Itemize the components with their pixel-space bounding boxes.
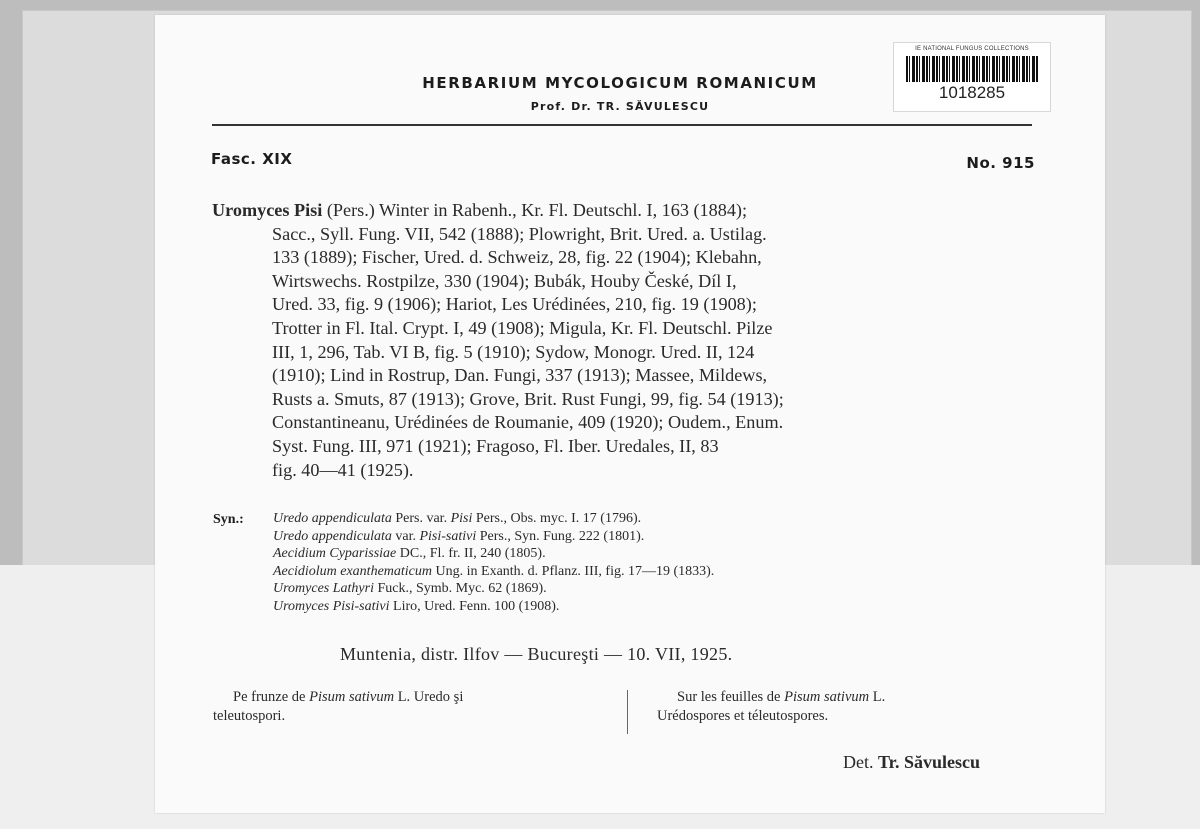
fascicle-label: Fasc. XIX [211, 150, 293, 168]
host-note-french: Sur les feuilles de Pisum sativum L. Urédospores et téleutospores. [657, 689, 886, 724]
synonym-item: Uromyces Pisi-sativi Liro, Ured. Fenn. 100 (1908). [273, 598, 560, 614]
collection-locality: Muntenia, distr. Ilfov — Bucureşti — 10. VII, 1925. [340, 644, 733, 664]
citation-line: III, 1, 296, Tab. VI B, fig. 5 (1910); Sydow, Monogr. Ured. II, 124 [272, 341, 755, 362]
barcode-number: 1018285 [938, 83, 1006, 102]
citation-line: (Pers.) Winter in Rabenh., Kr. Fl. Deutschl. I, 163 (1884); [322, 200, 748, 220]
header-divider [212, 124, 1032, 126]
synonyms-label: Syn.: [213, 512, 244, 527]
barcode-tag [893, 42, 1051, 112]
species-citation [212, 199, 1042, 482]
citation-line: Wirtswechs. Rostpilze, 330 (1904); Bubák, Houby České, Díl I, [272, 270, 737, 291]
column-divider [627, 690, 628, 734]
citation-line: fig. 40—41 (1925). [272, 459, 414, 480]
synonym-item: Uredo appendiculata Pers. var. Pisi Pers., Obs. myc. I. 17 (1796). [273, 511, 642, 526]
determiner: Det. Tr. Săvulescu [843, 752, 981, 772]
synonyms-list [273, 510, 1053, 616]
herbarium-subtitle: Prof. Dr. TR. SĂVULESCU [530, 100, 710, 113]
herbarium-title: HERBARIUM MYCOLOGICUM ROMANICUM [422, 74, 818, 92]
specimen-number: No. 915 [966, 154, 1035, 172]
citation-line: Ured. 33, fig. 9 (1906); Hariot, Les Urédinées, 210, fig. 19 (1908); [272, 294, 757, 315]
barcode-org: IE NATIONAL FUNGUS COLLECTIONS [915, 46, 1029, 52]
citation-line: Trotter in Fl. Ital. Crypt. I, 49 (1908); Migula, Kr. Fl. Deutschl. Pilze [272, 317, 773, 338]
citation-line: (1910); Lind in Rostrup, Dan. Fungi, 337 (1913); Massee, Mildews, [272, 365, 768, 386]
species-name: Uromyces Pisi [212, 200, 323, 220]
citation-line: Rusts a. Smuts, 87 (1913); Grove, Brit. Rust Fungi, 99, fig. 54 (1913); [272, 388, 784, 409]
citation-line: 133 (1889); Fischer, Ured. d. Schweiz, 28, fig. 22 (1904); Klebahn, [272, 247, 762, 268]
host-note-romanian: Pe frunze de Pisum sativum L. Uredo şi teleutospori. [213, 689, 464, 724]
synonym-item: Uromyces Lathyri Fuck., Symb. Myc. 62 (1869). [273, 581, 547, 597]
citation-line: Sacc., Syll. Fung. VII, 542 (1888); Plowright, Brit. Ured. a. Ustilag. [272, 223, 767, 244]
synonym-item: Aecidiolum exanthematicum Ung. in Exanth. d. Pflanz. III, fig. 17—19 (1833). [273, 563, 715, 579]
synonym-item: Uredo appendiculata var. Pisi-sativi Pers., Syn. Fung. 222 (1801). [273, 528, 645, 544]
citation-line: Syst. Fung. III, 971 (1921); Fragoso, Fl. Iber. Uredales, II, 83 [272, 435, 719, 456]
barcode-icon [906, 56, 1038, 82]
citation-line: Constantineanu, Urédinées de Roumanie, 409 (1920); Oudem., Enum. [272, 412, 784, 433]
synonym-item: Aecidium Cyparissiae DC., Fl. fr. II, 240 (1805). [273, 546, 546, 562]
